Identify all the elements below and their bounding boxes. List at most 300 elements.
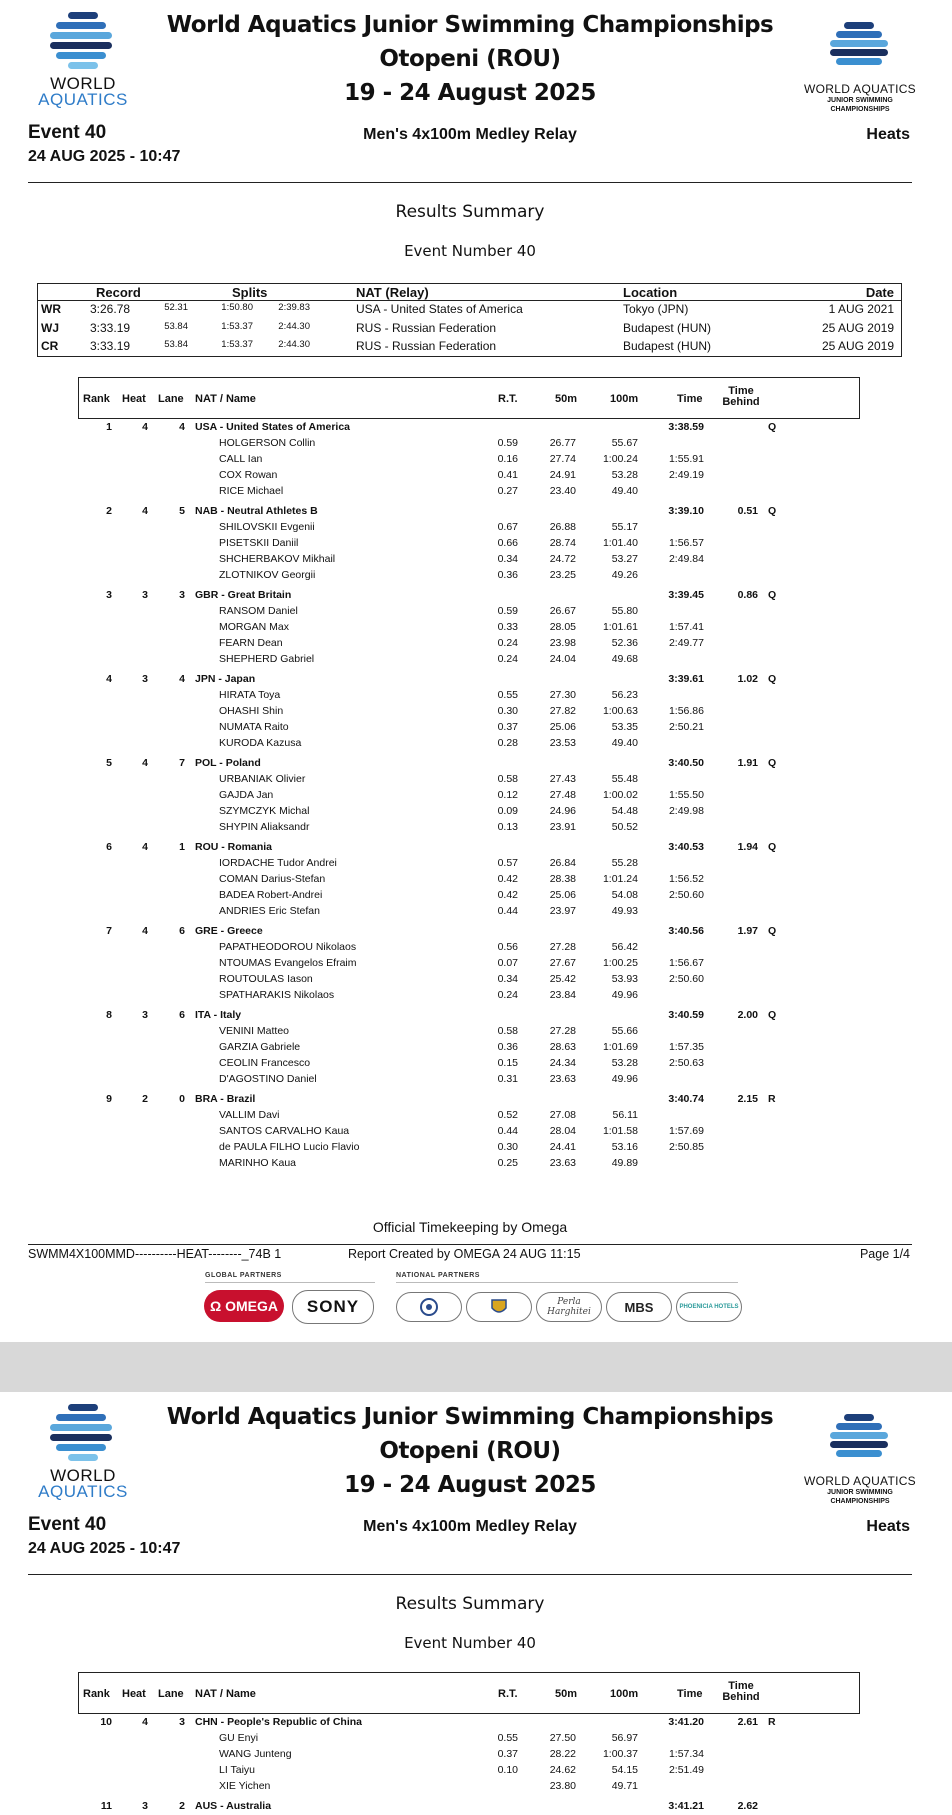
- team-rank: 8: [106, 1009, 112, 1021]
- phoenicia-hotels-logo: PHOENICIA HOTELS: [676, 1292, 742, 1322]
- results-column-header: [78, 1672, 860, 1714]
- col-time-behind: [719, 386, 763, 408]
- cumulative-time: 2:50.60: [668, 973, 704, 985]
- swimmer-split-100m: 56.97: [611, 1732, 638, 1744]
- swimmer-reaction-time: 0.52: [497, 1109, 518, 1121]
- swimmer-split-50m: 28.05: [549, 621, 576, 633]
- swimmer-reaction-time: 0.25: [497, 1157, 518, 1169]
- swimmer-name: GAJDA Jan: [219, 789, 274, 801]
- qualification-mark: R: [768, 1716, 776, 1728]
- header-divider: [28, 1574, 912, 1575]
- mbs-logo: MBS: [606, 1292, 672, 1322]
- swimmer-split-100m: 52.36: [611, 637, 638, 649]
- swimmer-name: OHASHI Shin: [219, 705, 284, 717]
- swimmer-row: [0, 1156, 952, 1172]
- swimmer-reaction-time: 0.34: [497, 553, 518, 565]
- junior-championships-logo: [790, 1412, 930, 1522]
- swimmer-split-100m: 50.52: [611, 821, 638, 833]
- footer-divider: [28, 1244, 912, 1245]
- swimmer-split-50m: 24.41: [549, 1141, 576, 1153]
- event-label: Event 40: [28, 122, 107, 143]
- swimmer-row: [0, 704, 952, 720]
- record-row: [38, 301, 901, 320]
- swimmer-reaction-time: 0.44: [497, 905, 518, 917]
- logo-text-world: WORLD: [50, 74, 116, 93]
- cumulative-time: 1:57.69: [668, 1125, 704, 1137]
- cumulative-time: 2:51.49: [668, 1764, 704, 1776]
- team-rank: 4: [106, 673, 112, 685]
- logo-text-junior: JUNIOR SWIMMING: [827, 97, 893, 104]
- swimmer-reaction-time: 0.57: [497, 857, 518, 869]
- swimmer-row: [0, 1056, 952, 1072]
- swimmer-split-100m: 55.28: [611, 857, 638, 869]
- swimmer-name: ZLOTNIKOV Georgii: [219, 569, 316, 581]
- team-heat: 4: [142, 505, 148, 517]
- record-date: 25 AUG 2019: [821, 339, 894, 353]
- swimmer-name: COMAN Darius-Stefan: [219, 873, 326, 885]
- swimmer-name: CEOLIN Francesco: [219, 1057, 311, 1069]
- swimmer-row: [0, 636, 952, 652]
- team-time: 3:40.50: [668, 757, 704, 769]
- event-label: Event 40: [28, 1514, 107, 1535]
- swimmer-split-100m: 53.16: [611, 1141, 638, 1153]
- cumulative-time: 1:56.86: [668, 705, 704, 717]
- record-split-2: 1:50.80: [221, 302, 253, 313]
- team-time-behind: 1.91: [737, 757, 758, 769]
- record-time: 3:33.19: [90, 339, 131, 353]
- swimmer-split-50m: 26.67: [549, 605, 576, 617]
- qualification-mark: Q: [768, 841, 777, 853]
- team-time-behind: 1.02: [737, 673, 758, 685]
- team-time-behind: 0.51: [737, 505, 758, 517]
- team-lane: 4: [179, 673, 185, 685]
- swimmer-reaction-time: 0.12: [497, 789, 518, 801]
- qualification-mark: R: [768, 1093, 776, 1105]
- championship-title: World Aquatics Junior Swimming Championships: [166, 1404, 774, 1430]
- swimmer-reaction-time: 0.30: [497, 705, 518, 717]
- swimmer-name: SANTOS CARVALHO Kaua: [219, 1125, 350, 1137]
- swimmer-name: SHYPIN Aliaksandr: [219, 821, 310, 833]
- record-location: Tokyo (JPN): [623, 302, 689, 316]
- records-col-splits: Splits: [232, 285, 268, 300]
- swimmer-split-50m: 26.88: [549, 521, 576, 533]
- col-heat: Heat: [122, 1688, 146, 1700]
- cumulative-time: 1:55.91: [668, 453, 704, 465]
- swimmer-split-100m: 1:00.24: [602, 453, 638, 465]
- swimmer-row: [0, 872, 952, 888]
- col-name: NAT / Name: [195, 1688, 256, 1700]
- event-datetime: 24 AUG 2025 - 10:47: [28, 148, 181, 165]
- swimmer-reaction-time: 0.16: [497, 453, 518, 465]
- page-number: Page 1/4: [859, 1247, 910, 1261]
- partners-strip: [200, 1270, 740, 1330]
- cumulative-time: 1:56.67: [668, 957, 704, 969]
- team-heat: 3: [142, 1009, 148, 1021]
- logo-text-world-aquatics: WORLD AQUATICS: [804, 1474, 916, 1488]
- team-rank: 3: [106, 589, 112, 601]
- team-lane: 6: [179, 925, 185, 937]
- logo-text-world: WORLD: [50, 1466, 116, 1485]
- swimmer-split-100m: 1:01.58: [602, 1125, 638, 1137]
- swimmer-row: [0, 468, 952, 484]
- swimmer-name: BADEA Robert-Andrei: [219, 889, 323, 901]
- swimmer-split-100m: 55.48: [611, 773, 638, 785]
- swimmer-name: SHILOVSKII Evgenii: [219, 521, 315, 533]
- swimmer-reaction-time: 0.07: [497, 957, 518, 969]
- swimmer-split-100m: 53.27: [611, 553, 638, 565]
- record-nation: USA - United States of America: [356, 302, 523, 316]
- swimmer-split-100m: 1:01.24: [602, 873, 638, 885]
- swimmer-name: VENINI Matteo: [219, 1025, 290, 1037]
- swimmer-split-50m: 25.06: [549, 889, 576, 901]
- swimmer-name: HOLGERSON Collin: [219, 437, 316, 449]
- swimmer-split-50m: 27.30: [549, 689, 576, 701]
- swimmer-split-50m: 27.67: [549, 957, 576, 969]
- swimmer-name: SZYMCZYK Michal: [219, 805, 310, 817]
- team-time-behind: 2.61: [737, 1716, 758, 1728]
- event-name: Men's 4x100m Medley Relay: [363, 126, 577, 143]
- swimmer-row: [0, 1072, 952, 1088]
- team-row: [0, 1715, 952, 1731]
- records-col-location: Location: [623, 285, 678, 300]
- swimmer-reaction-time: 0.28: [497, 737, 518, 749]
- event-number: Event Number 40: [404, 1634, 536, 1652]
- team-rank: 1: [106, 421, 112, 433]
- col-time-behind-line1: Time: [728, 385, 754, 397]
- swimmer-reaction-time: 0.24: [497, 637, 518, 649]
- swimmer-name: NUMATA Raito: [219, 721, 289, 733]
- swimmer-split-100m: 1:01.69: [602, 1041, 638, 1053]
- cumulative-time: 1:57.41: [668, 621, 704, 633]
- swimmer-split-50m: 26.77: [549, 437, 576, 449]
- swimmer-reaction-time: 0.66: [497, 537, 518, 549]
- dates-title: 19 - 24 August 2025: [344, 1472, 596, 1498]
- swimmer-split-50m: 24.62: [549, 1764, 576, 1776]
- swimmer-name: WANG Junteng: [219, 1748, 292, 1760]
- swimmer-name: IORDACHE Tudor Andrei: [219, 857, 337, 869]
- cumulative-time: 1:56.57: [668, 537, 704, 549]
- logo-text-world-aquatics: WORLD AQUATICS: [804, 82, 916, 96]
- team-heat: 3: [142, 673, 148, 685]
- record-split-3: 2:44.30: [278, 339, 310, 350]
- team-row: [0, 588, 952, 604]
- team-time-behind: 2.15: [737, 1093, 758, 1105]
- swimmer-row: [0, 972, 952, 988]
- swimmer-name: CALL Ian: [219, 453, 263, 465]
- event-number: Event Number 40: [404, 242, 536, 260]
- swimmer-split-50m: 27.82: [549, 705, 576, 717]
- swimmer-split-50m: 23.84: [549, 989, 576, 1001]
- team-name: NAB - Neutral Athletes B: [195, 505, 318, 517]
- swimmer-split-100m: 53.28: [611, 1057, 638, 1069]
- swimmer-row: [0, 688, 952, 704]
- swimmer-name: SHEPHERD Gabriel: [219, 653, 315, 665]
- swimmer-split-50m: 23.63: [549, 1157, 576, 1169]
- swimmer-name: D'AGOSTINO Daniel: [219, 1073, 317, 1085]
- swimmer-name: SPATHARAKIS Nikolaos: [219, 989, 335, 1001]
- team-heat: 4: [142, 421, 148, 433]
- qualification-mark: Q: [768, 421, 777, 433]
- team-time-behind: 1.94: [737, 841, 758, 853]
- swimmer-name: VALLIM Davi: [219, 1109, 280, 1121]
- event-phase: Heats: [866, 1518, 910, 1535]
- dates-title: 19 - 24 August 2025: [344, 80, 596, 106]
- swimmer-row: [0, 620, 952, 636]
- world-aquatics-logo: [28, 1402, 138, 1512]
- swimmer-name: de PAULA FILHO Lucio Flavio: [219, 1141, 360, 1153]
- swimmer-split-100m: 1:00.63: [602, 705, 638, 717]
- team-rank: 7: [106, 925, 112, 937]
- national-partner-crest-logo: [466, 1292, 532, 1322]
- team-rank: 2: [106, 505, 112, 517]
- cumulative-time: 2:50.63: [668, 1057, 704, 1069]
- col-time: Time: [677, 393, 703, 405]
- cumulative-time: 1:56.52: [668, 873, 704, 885]
- swimmer-split-50m: 23.53: [549, 737, 576, 749]
- swimmer-reaction-time: 0.42: [497, 873, 518, 885]
- logo-text-aquatics: AQUATICS: [38, 1482, 128, 1501]
- qualification-mark: Q: [768, 1009, 777, 1021]
- team-name: AUS - Australia: [195, 1800, 272, 1812]
- team-row: [0, 924, 952, 940]
- qualification-mark: Q: [768, 925, 777, 937]
- swimmer-reaction-time: 0.31: [497, 1073, 518, 1085]
- swimmer-reaction-time: 0.36: [497, 569, 518, 581]
- swimmer-split-50m: 28.38: [549, 873, 576, 885]
- record-split-1: 53.84: [164, 320, 188, 332]
- team-name: ROU - Romania: [195, 841, 273, 853]
- team-lane: 3: [179, 1716, 185, 1728]
- team-name: BRA - Brazil: [195, 1093, 256, 1105]
- swimmer-split-50m: 27.43: [549, 773, 576, 785]
- cumulative-time: 1:57.35: [668, 1041, 704, 1053]
- swimmer-reaction-time: 0.10: [497, 1764, 518, 1776]
- record-split-1: 52.31: [164, 302, 188, 313]
- swimmer-split-100m: 55.67: [611, 437, 638, 449]
- swimmer-reaction-time: 0.34: [497, 973, 518, 985]
- swimmer-reaction-time: 0.37: [497, 1748, 518, 1760]
- col-rt: R.T.: [498, 393, 518, 405]
- swimmer-split-100m: 53.28: [611, 469, 638, 481]
- swimmer-row: [0, 904, 952, 920]
- swimmer-split-50m: 25.06: [549, 721, 576, 733]
- logo-text-aquatics: AQUATICS: [38, 90, 128, 109]
- team-time: 3:40.59: [668, 1009, 704, 1021]
- championship-title: World Aquatics Junior Swimming Championships: [166, 12, 774, 38]
- swimmer-reaction-time: 0.67: [497, 521, 518, 533]
- venue-title: Otopeni (ROU): [379, 1438, 561, 1464]
- team-time-behind: 0.86: [737, 589, 758, 601]
- swimmer-name: MORGAN Max: [219, 621, 290, 633]
- swimmer-reaction-time: 0.58: [497, 773, 518, 785]
- swimmer-row: [0, 940, 952, 956]
- swimmer-row: [0, 856, 952, 872]
- logo-text-junior: JUNIOR SWIMMING: [827, 1489, 893, 1496]
- swimmer-split-100m: 56.11: [612, 1109, 638, 1121]
- cumulative-time: 1:55.50: [668, 789, 704, 801]
- swimmer-split-100m: 1:01.40: [602, 537, 638, 549]
- team-heat: 3: [142, 1800, 148, 1812]
- team-row: [0, 1092, 952, 1108]
- col-100m: 100m: [610, 393, 639, 405]
- swimmer-name: XIE Yichen: [219, 1780, 271, 1792]
- swimmer-reaction-time: 0.42: [497, 889, 518, 901]
- team-time: 3:40.56: [668, 925, 704, 937]
- swimmer-row: [0, 452, 952, 468]
- swimmer-row: [0, 1040, 952, 1056]
- swimmer-reaction-time: 0.36: [497, 1041, 518, 1053]
- swimmer-split-100m: 56.23: [611, 689, 638, 701]
- swimmer-reaction-time: 0.55: [497, 689, 518, 701]
- swimmer-reaction-time: 0.24: [497, 989, 518, 1001]
- team-lane: 1: [179, 841, 185, 853]
- cumulative-time: 1:57.34: [668, 1748, 704, 1760]
- qualification-mark: Q: [768, 589, 777, 601]
- team-time-behind: 2.62: [737, 1800, 758, 1812]
- swimmer-reaction-time: 0.09: [497, 805, 518, 817]
- swimmer-row: [0, 520, 952, 536]
- record-time: 3:33.19: [90, 320, 131, 335]
- timekeeping-note: Official Timekeeping by Omega: [372, 1219, 568, 1235]
- swimmer-split-50m: 25.42: [549, 973, 576, 985]
- cumulative-time: 2:49.77: [668, 637, 704, 649]
- swimmer-reaction-time: 0.13: [497, 821, 518, 833]
- swimmer-split-50m: 23.40: [549, 485, 576, 497]
- swimmer-split-100m: 49.93: [611, 905, 638, 917]
- swimmer-split-50m: 26.84: [549, 857, 576, 869]
- swimmer-name: FEARN Dean: [219, 637, 283, 649]
- team-time-behind: 2.00: [737, 1009, 758, 1021]
- team-time: 3:39.10: [668, 505, 704, 517]
- swimmer-row: [0, 788, 952, 804]
- swimmer-split-100m: 1:00.37: [602, 1748, 638, 1760]
- event-name: Men's 4x100m Medley Relay: [363, 1518, 577, 1535]
- team-heat: 2: [142, 1093, 148, 1105]
- qualification-mark: Q: [768, 673, 777, 685]
- team-row: [0, 1799, 952, 1815]
- col-time-behind: [719, 1681, 763, 1703]
- team-lane: 5: [179, 505, 185, 517]
- team-time-behind: 1.97: [737, 925, 758, 937]
- col-50m: 50m: [555, 393, 578, 405]
- swimmer-split-100m: 49.89: [611, 1157, 638, 1169]
- swimmer-reaction-time: 0.15: [497, 1057, 518, 1069]
- swimmer-row: [0, 484, 952, 500]
- swimmer-split-100m: 56.42: [611, 941, 638, 953]
- cumulative-time: 2:49.19: [668, 469, 704, 481]
- team-time: 3:41.21: [668, 1800, 704, 1812]
- team-time: 3:39.45: [668, 589, 704, 601]
- swimmer-row: [0, 1024, 952, 1040]
- swimmer-reaction-time: 0.41: [497, 469, 518, 481]
- team-rank: 9: [106, 1093, 112, 1105]
- swimmer-split-50m: 24.96: [549, 805, 576, 817]
- cumulative-time: 2:50.60: [668, 889, 704, 901]
- qualification-mark: Q: [768, 757, 777, 769]
- swimmer-row: [0, 988, 952, 1004]
- team-lane: 6: [179, 1009, 185, 1021]
- record-split-2: 1:53.37: [221, 320, 253, 332]
- swimmer-name: MARINHO Kaua: [219, 1157, 297, 1169]
- swimmer-split-100m: 49.96: [611, 989, 638, 1001]
- team-name: ITA - Italy: [195, 1009, 242, 1021]
- record-split-3: 2:44.30: [278, 320, 310, 332]
- omega-partner-logo: Ω OMEGA: [204, 1290, 284, 1322]
- results-page-2: [0, 1392, 952, 1812]
- swimmer-row: [0, 956, 952, 972]
- record-split-1: 53.84: [164, 339, 188, 350]
- team-heat: 4: [142, 841, 148, 853]
- swimmer-reaction-time: 0.59: [497, 605, 518, 617]
- swimmer-split-100m: 53.93: [611, 973, 638, 985]
- team-name: GBR - Great Britain: [195, 589, 292, 601]
- col-time-behind-line2: Behind: [722, 396, 760, 408]
- team-heat: 4: [142, 925, 148, 937]
- cumulative-time: 2:49.98: [668, 805, 704, 817]
- swimmer-split-100m: 49.68: [611, 653, 638, 665]
- swimmer-split-100m: 54.08: [611, 889, 638, 901]
- team-rank: 10: [100, 1716, 112, 1728]
- record-location: Budapest (HUN): [623, 320, 712, 335]
- col-time-behind-line1: Time: [728, 1680, 754, 1692]
- record-code: CR: [41, 339, 59, 353]
- swimmer-split-100m: 1:00.25: [602, 957, 638, 969]
- swimmer-row: [0, 736, 952, 752]
- swimmer-split-100m: 49.40: [611, 737, 638, 749]
- records-col-nat: NAT (Relay): [356, 285, 429, 300]
- record-code: WJ: [41, 320, 59, 335]
- team-time: 3:41.20: [668, 1716, 704, 1728]
- record-split-2: 1:53.37: [221, 339, 253, 350]
- swimmer-name: PISETSKII Daniil: [219, 537, 299, 549]
- swimmer-name: PAPATHEODOROU Nikolaos: [219, 941, 357, 953]
- swimmer-row: [0, 1731, 952, 1747]
- team-row: [0, 756, 952, 772]
- swimmer-split-50m: 27.50: [549, 1732, 576, 1744]
- swimmer-reaction-time: 0.33: [497, 621, 518, 633]
- header-divider: [28, 182, 912, 183]
- col-rank: Rank: [83, 1688, 110, 1700]
- cumulative-time: 2:50.21: [668, 721, 704, 733]
- records-header: [38, 284, 901, 301]
- results-summary-title: Results Summary: [395, 1594, 545, 1614]
- cumulative-time: 2:49.84: [668, 553, 704, 565]
- venue-title: Otopeni (ROU): [379, 46, 561, 72]
- swimmer-row: [0, 1779, 952, 1795]
- record-row: [38, 320, 901, 339]
- team-row: [0, 504, 952, 520]
- records-col-date: Date: [865, 285, 894, 300]
- national-partners-label: NATIONAL PARTNERS: [396, 1272, 480, 1279]
- swimmer-split-100m: 49.96: [611, 1073, 638, 1085]
- swimmer-reaction-time: 0.44: [497, 1125, 518, 1137]
- sony-partner-logo: SONY: [292, 1290, 374, 1324]
- col-rank: Rank: [83, 393, 110, 405]
- swimmer-split-50m: 27.28: [549, 941, 576, 953]
- records-col-record: Record: [96, 285, 141, 300]
- swimmer-row: [0, 1108, 952, 1124]
- swimmer-name: RICE Michael: [219, 485, 284, 497]
- swimmer-row: [0, 1124, 952, 1140]
- swimmer-split-100m: 55.66: [611, 1025, 638, 1037]
- swimmer-name: KURODA Kazusa: [219, 737, 302, 749]
- swimmer-split-100m: 1:00.02: [602, 789, 638, 801]
- swimmer-split-50m: 27.74: [549, 453, 576, 465]
- swimmer-split-100m: 54.48: [611, 805, 638, 817]
- page-gap: [0, 1342, 952, 1392]
- team-heat: 3: [142, 589, 148, 601]
- col-rt: R.T.: [498, 1688, 518, 1700]
